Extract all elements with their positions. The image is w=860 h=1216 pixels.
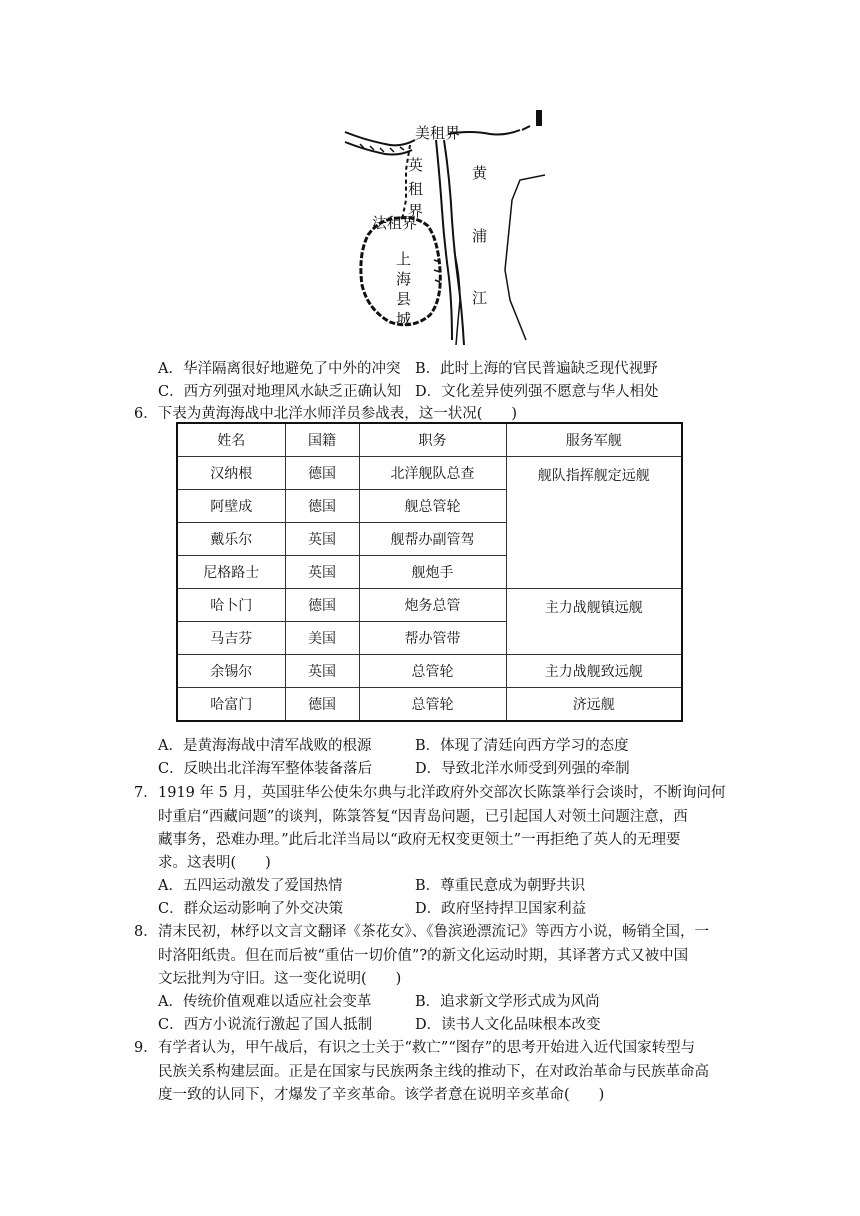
cell-ship: 主力战舰致远舰 bbox=[506, 655, 682, 688]
q6-option-b: B．体现了清廷向西方学习的态度 bbox=[415, 738, 629, 754]
q8-line-2: 时洛阳纸贵。但在而后被“重估一切价值”?的新文化运动时期，其译著方式又被中国 bbox=[158, 948, 689, 964]
q5-option-c: C．西方列强对地理风水缺乏正确认知 bbox=[158, 384, 402, 400]
q5-option-b: B．此时上海的官民普遍缺乏现代视野 bbox=[415, 361, 658, 377]
q8-line-1: 清末民初，林纾以文言文翻译《茶花女》、《鲁滨逊漂流记》等西方小说，畅销全国，一 bbox=[158, 924, 709, 940]
q7-line-1: 1919 年 5 月，英国驻华公使朱尔典与北洋政府外交部次长陈箓举行会谈时，不断询问何 bbox=[158, 785, 726, 801]
q9-line-1: 有学者认为，甲午战后，有识之士关于“救亡”“图存”的思考开始进入近代国家转型与 bbox=[158, 1040, 696, 1056]
q7-option-b: B．尊重民意成为朝野共识 bbox=[415, 878, 586, 894]
uk-concession-label-2: 租 bbox=[408, 180, 424, 198]
cell-post: 炮务总管 bbox=[359, 589, 506, 622]
q5-option-a: A．华洋隔离很好地避免了中外的冲突 bbox=[158, 361, 401, 377]
cell-post: 总管轮 bbox=[359, 655, 506, 688]
cell-name: 哈卜门 bbox=[177, 589, 285, 622]
cell-ship: 主力战舰镇远舰 bbox=[506, 589, 682, 655]
q7-option-c: C．群众运动影响了外交决策 bbox=[158, 901, 344, 917]
q8-option-d: D．读书人文化品味根本改变 bbox=[415, 1017, 601, 1033]
cell-ship: 舰队指挥舰定远舰 bbox=[506, 457, 682, 589]
fr-concession-label: 法租界 bbox=[372, 214, 418, 232]
q8-line-3: 文坛批判为守旧。这一变化说明( ) bbox=[158, 971, 402, 987]
q7-number: 7． bbox=[134, 785, 158, 801]
cell-name: 马吉芬 bbox=[177, 622, 285, 655]
cell-name: 戴乐尔 bbox=[177, 523, 285, 556]
cell-nation: 德国 bbox=[285, 589, 359, 622]
cell-nation: 英国 bbox=[285, 556, 359, 589]
q6-stem: 6．下表为黄海海战中北洋水师洋员参战表，这一状况( ) bbox=[134, 406, 518, 422]
us-concession-label: 美租界 bbox=[415, 124, 461, 142]
q5-option-d: D．文化差异使列强不愿意与华人相处 bbox=[415, 384, 659, 400]
cell-nation: 德国 bbox=[285, 688, 359, 722]
header-name: 姓名 bbox=[177, 423, 285, 457]
cell-nation: 德国 bbox=[285, 457, 359, 490]
header-ship: 服务军舰 bbox=[506, 423, 682, 457]
q7-line-4: 求。这表明( ) bbox=[158, 855, 271, 871]
q6-option-a: A．是黄海海战中清军战败的根源 bbox=[158, 738, 372, 754]
cell-name: 余锡尔 bbox=[177, 655, 285, 688]
q7-option-a: A．五四运动激发了爱国热情 bbox=[158, 878, 343, 894]
header-nation: 国籍 bbox=[285, 423, 359, 457]
cell-post: 舰帮办副管驾 bbox=[359, 523, 506, 556]
cell-post: 北洋舰队总查 bbox=[359, 457, 506, 490]
cell-name: 哈富门 bbox=[177, 688, 285, 722]
header-post: 职务 bbox=[359, 423, 506, 457]
cell-ship: 济远舰 bbox=[506, 688, 682, 722]
cell-nation: 德国 bbox=[285, 490, 359, 523]
shanghai-concession-map bbox=[340, 100, 550, 350]
table-row bbox=[177, 457, 682, 490]
table-row bbox=[177, 688, 682, 722]
q9-number: 9． bbox=[134, 1040, 158, 1056]
naval-personnel-table bbox=[176, 422, 683, 722]
q8-number: 8． bbox=[134, 924, 158, 940]
q9-line-2: 民族关系构建层面。正是在国家与民族两条主线的推动下，在对政治革命与民族革命高 bbox=[158, 1064, 709, 1080]
cell-name: 汉纳根 bbox=[177, 457, 285, 490]
table-row bbox=[177, 589, 682, 622]
cell-nation: 美国 bbox=[285, 622, 359, 655]
q6-option-d: D．导致北洋水师受到列强的牵制 bbox=[415, 761, 630, 777]
city-label-4: 城 bbox=[396, 310, 412, 328]
q7-line-2: 时重启“西藏问题”的谈判，陈箓答复“因青岛问题，已引起国人对领土问题注意，西 bbox=[158, 809, 688, 825]
q8-option-c: C．西方小说流行激起了国人抵制 bbox=[158, 1017, 373, 1033]
cell-post: 舰总管轮 bbox=[359, 490, 506, 523]
cell-post: 总管轮 bbox=[359, 688, 506, 722]
city-label-1: 上 bbox=[396, 250, 412, 268]
table-row bbox=[177, 655, 682, 688]
q7-option-d: D．政府坚持捍卫国家利益 bbox=[415, 901, 587, 917]
q7-line-3: 藏事务，恐难办理。”此后北洋当局以“政府无权变更领土”一再拒绝了英人的无理要 bbox=[158, 832, 681, 848]
huangpu-label-3: 江 bbox=[472, 289, 488, 307]
uk-concession-label-3: 界 bbox=[408, 202, 424, 220]
city-label-3: 县 bbox=[396, 290, 412, 308]
cell-nation: 英国 bbox=[285, 655, 359, 688]
huangpu-label-1: 黄 bbox=[472, 164, 488, 182]
cell-nation: 英国 bbox=[285, 523, 359, 556]
table-header-row bbox=[177, 423, 682, 457]
cell-post: 帮办管带 bbox=[359, 622, 506, 655]
q8-option-a: A．传统价值观难以适应社会变革 bbox=[158, 994, 372, 1010]
huangpu-label-2: 浦 bbox=[472, 227, 488, 245]
cell-name: 尼格路士 bbox=[177, 556, 285, 589]
cell-name: 阿壁成 bbox=[177, 490, 285, 523]
q6-option-c: C．反映出北洋海军整体装备落后 bbox=[158, 761, 373, 777]
city-label-2: 海 bbox=[396, 270, 412, 288]
q8-option-b: B．追求新文学形式成为风尚 bbox=[415, 994, 600, 1010]
q9-line-3: 度一致的认同下，才爆发了辛亥革命。该学者意在说明辛亥革命( ) bbox=[158, 1087, 605, 1103]
uk-concession-label-1: 英 bbox=[408, 156, 424, 174]
cell-post: 舰炮手 bbox=[359, 556, 506, 589]
